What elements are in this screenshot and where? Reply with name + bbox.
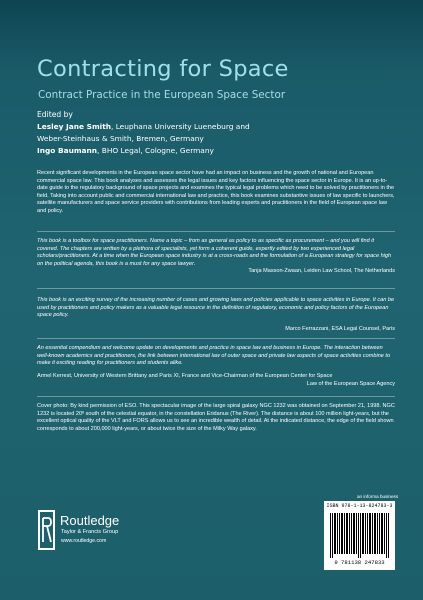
review-quote-1: This book is a toolbox for space practitioners. Name a topic – from as general as policy to as specific as procurement – and you will find it covered. The chapters are written by a plethora of specialists, yet form a coherent guide, expertly edited by two experienced legal scholars/practitioners. At a time when the European space industry is at a cross-roads and the formulation of a European strategy for space high on the political agenda, this book is a must for any space lawyer. (37, 238, 392, 267)
review-attribution-1: Tanja Masson-Zwaan, Leiden Law School, The Netherlands (248, 268, 395, 274)
cover-photo-credit: Cover photo: By kind permission of ESO. This spectacular image of the large spiral galaxy NGC 1232 was obtained on September 21, 1998. NGC 1232 is located 20º south of the celestial equator, in the constellation Eridanus (The River). The distance is about 100 million light-years, but the excellent optical quality of the VLT and FORS allows us to see an incredible wealth of detail. At the indicated distance, the edge of the field shown corresponds to about 200,000 light-years, or about twice the size of the Milky Way galaxy. (37, 403, 395, 432)
editor-line-3 (37, 146, 214, 155)
book-description: Recent significant developments in the European space sector have had an impact on business and the growth of national and European commercial space law. This book analyses and assesses the legal issues and key factors influencing the space sector in Europe. It is an up-to-date guide to the regulatory background of space projects and examines the typical legal problems which need to be solved by practitioners in the field. Taking into account public and commercial international law and practice, this book examines substantive issues of law specific to launchers, satellite manufacturers and space service providers with contributions from leading experts and practitioners in the field of European space law and policy. (37, 170, 395, 214)
divider (37, 338, 395, 339)
editor-name-2: Ingo Baumann (37, 146, 98, 155)
review-attribution-3: Armel Kerrest, University of Western Brittany and Paris XI, France and Vice-Chairman of the European Center for Space (37, 373, 333, 379)
edited-by-label: Edited by (37, 110, 73, 119)
barcode (324, 501, 395, 570)
publisher-name: Routledge (60, 513, 120, 528)
barcode-bars-icon (330, 513, 389, 558)
divider (37, 231, 395, 232)
editor-affiliation-1: , Leuphana University Lueneburg and (111, 122, 250, 131)
informa-tagline: an informa business (357, 494, 399, 499)
divider (37, 396, 395, 397)
barcode-digits: 9 781138 247833 (334, 559, 385, 566)
divider (37, 288, 395, 289)
review-attribution-2: Marco Ferrazzani, ESA Legal Counsel, Paris (285, 326, 395, 332)
editor-line-2: Weber-Steinhaus & Smith, Bremen, Germany (37, 134, 204, 143)
isbn-text: ISBN 978-1-13-824783-3 (326, 503, 393, 509)
book-subtitle: Contract Practice in the European Space Sector (38, 89, 286, 101)
book-title: Contracting for Space (37, 56, 289, 82)
editor-line-1 (37, 122, 250, 131)
review-attribution-3-cont: Law of the European Space Agency (306, 381, 395, 387)
publisher-url[interactable]: www.routledge.com (61, 538, 107, 544)
routledge-logo-icon (37, 510, 57, 550)
review-quote-3: An essential compendium and welcome update on developments and practice in space law and business in Europe. The interaction between well-known academics and practitioners, the link between international law of outer space and private law aspects of space activities combine to make it exciting reading for practitioners and students alike. (37, 345, 391, 367)
editor-name-1: Lesley Jane Smith (37, 122, 111, 131)
publisher-group: Taylor & Francis Group (61, 529, 119, 535)
review-quote-2: This book is an exciting survey of the increasing number of cases and growing laws and policies applicable to space activities in Europe. It can be used by practitioners and policy makers as a valuable legal resource in the definition of regulatory, economic and policy factors of the European space policy. (37, 297, 395, 319)
editor-affiliation-2: , BHO Legal, Cologne, Germany (97, 146, 214, 155)
